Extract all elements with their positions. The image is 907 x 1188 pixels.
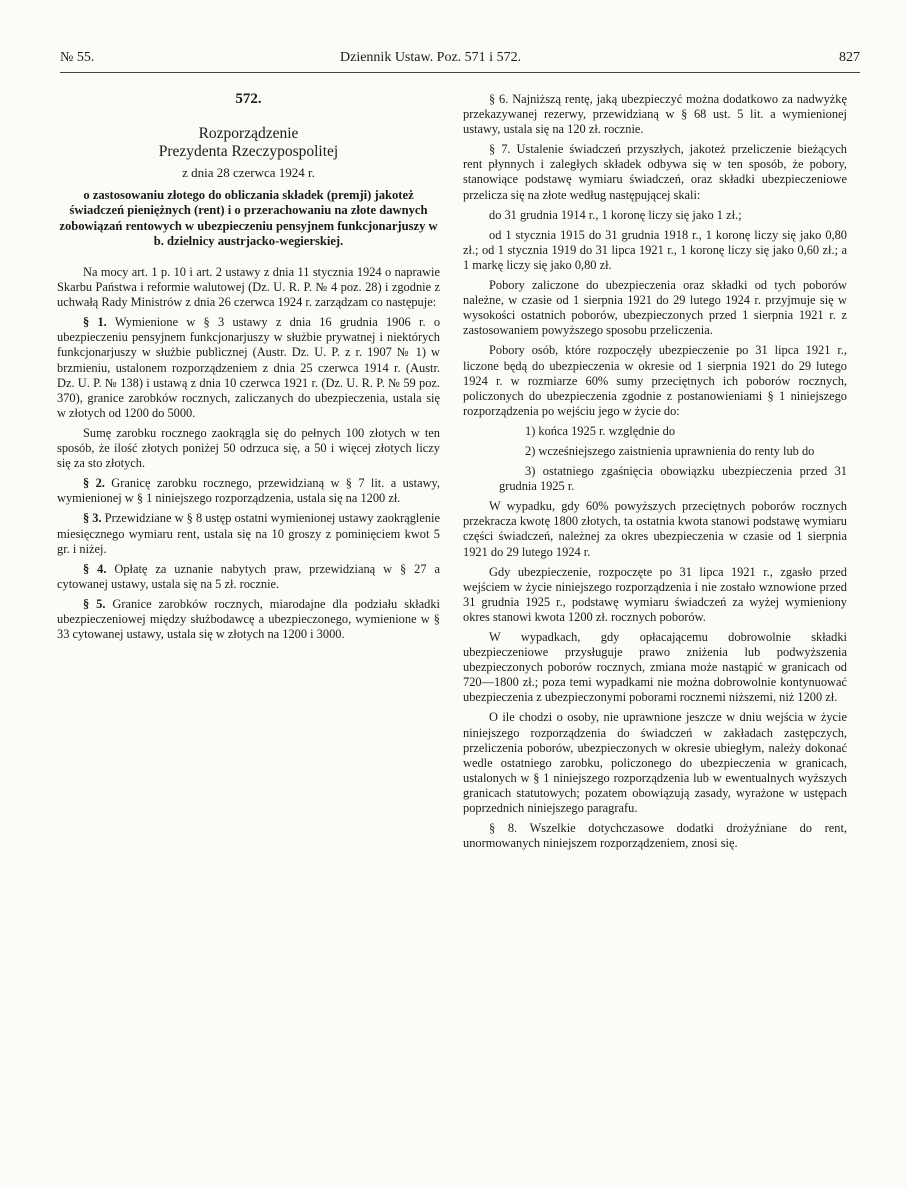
page-number: 827 <box>839 50 860 65</box>
act-title-line1: Rozporządzenie <box>198 125 299 143</box>
section-1 <box>57 315 440 421</box>
section-6-label: § 6. <box>489 92 509 106</box>
section-2-text: Granicę zarobku rocznego, przewidzianą w § 7 lit. a ustawy, wymienionej w § 1 niniejszego rozporządzenia, ustala się na 1200 zł. <box>57 476 440 506</box>
section-7-label: § 7. <box>489 142 511 157</box>
section-2 <box>57 476 440 506</box>
section-2-label: § 2. <box>83 476 105 491</box>
issue-number: № 55. <box>60 50 95 65</box>
section-7-paragraph-6: W wypadkach, gdy opłacającemu dobrowolnie składki ubezpieczeniowe przysługuje prawo zniżenia lub podwyższenia ubezpieczonych poborów rocznych, zmiana może nastąpić w granicach od 720—1800 zł.; poza temi wypadkami nie można dobrowolnie kontynuować ubezpieczenia z ubezpieczonymi poborami rocznemi niższemi, niż 1200 zł. <box>463 630 847 705</box>
section-5-text: Granice zarobków rocznych, miarodajne dla podziału składki ubezpieczeniowej między służbodawcę a ubezpieczonego, wymienione w § 33 cytowanej ustawy, ustala się w złotych na 1200 i 3000. <box>57 596 440 642</box>
section-7-paragraph-5: Gdy ubezpieczenie, rozpoczęte po 31 lipca 1921 r., zgasło przed wejściem w życie niniejszego rozporządzenia i nie zostało wznowione przed 31 grudnia 1925 r., podstawę wymiaru świadczeń za wyżej wymieniony okres stanowi kwota 1200 zł. rocznych poborów. <box>463 564 847 624</box>
section-1-label: § 1. <box>83 315 107 330</box>
section-8-text: Wszelkie dotychczasowe dodatki drożyźniane do rent, unormowanych niniejszem rozporządzeniem, znosi się. <box>463 821 848 851</box>
page-header <box>60 50 860 70</box>
section-5 <box>57 597 440 642</box>
section-3-label: § 3. <box>83 511 102 526</box>
section-6-text: Najniższą rentę, jaką ubezpieczyć można dodatkowo za nadwyżkę przekazywanej rezerwy, przewidzianą w § 68 ust. 5 lit. a wymienionej ustawy, ustala się na 120 zł. rocznie. <box>463 92 847 137</box>
section-1-paragraph-2: Sumę zarobku rocznego zaokrągla się do pełnych 100 złotych w ten sposób, że ilość złotych poniżej 50 odrzuca się, a 50 i więcej złotych liczy się za sto złotych. <box>57 425 440 471</box>
section-7-period-1: do 31 grudnia 1914 r., 1 koronę liczy się jako 1 zł.; <box>489 207 742 222</box>
preamble: Na mocy art. 1 p. 10 i art. 2 ustawy z dnia 11 stycznia 1924 o naprawie Skarbu Państwa i reformie walutowej (Dz. U. R. P. № 4 poz. 28) i zgodnie z uchwałą Rady Ministrów z dnia 26 czerwca 1924 r. zarządzam co następuje: <box>57 265 440 310</box>
right-column <box>463 92 847 856</box>
section-7-paragraph-3: Pobory osób, które rozpoczęły ubezpieczenie po 31 lipca 1921 r., liczone będą do ubezpieczenia w okresie od 1 sierpnia 1921 do 29 lutego 1924 r. w rozmiarze 60% sumy przeciętnych ich poborów rocznych, policzonych do ubezpieczenia zgodnie z postanowieniami § 1 niniejszego rozporządzenia po wejściu jego w życie do: <box>463 343 847 418</box>
section-6 <box>463 92 847 137</box>
act-date: z dnia 28 czerwca 1924 r. <box>182 165 315 181</box>
section-7-list-item-3: 3) ostatniego zgaśnięcia obowiązku ubezpieczenia przed 31 grudnia 1925 r. <box>499 464 847 494</box>
section-7-paragraph-7: O ile chodzi o osoby, nie uprawnione jeszcze w dniu wejścia w życie niniejszego rozporządzenia do świadczeń w zakładach zastępczych, przeliczenia poborów, ubezpieczonych w okresie ubiegłym, należy dokonać wedle ostatniego zarobku, policzonego do ubezpieczenia w granicach, ustalonych w § 1 niniejszego rozporządzenia lub w ewentualnych wyższych granicach statutowych; pozatem obowiązują zasady, wyrażone w ustępach poprzednich niniejszego paragrafu. <box>463 710 847 816</box>
section-3 <box>57 511 440 556</box>
act-number: 572. <box>235 91 262 107</box>
section-7 <box>463 142 847 202</box>
section-1-text: Wymienione w § 3 ustawy z dnia 16 grudnia 1906 r. o ubezpieczeniu pensyjnem funkcjonarjuszy w służbie prywatnej i niektórych funkcjonarjuszy w służbie publicznej (Austr. Dz. U. P. z r. 1907 № 1) w brzmieniu, ustalonem rozporządzeniem z dnia 25 czerwca 1914 r. (Austr. Dz. U. P. № 138) i ustawą z dnia 10 czerwca 1921 r. (Dz. U. R. P. № 59 poz. 370), granice zarobków rocznych, zaliczanych do ubezpieczenia, ustala się w złotych od 1200 do 5000. <box>57 315 441 420</box>
section-3-text: Przewidziane w § 8 ustęp ostatni wymienionej ustawy zaokrąglenie miesięcznego wymiaru rent, ustala się na 10 groszy z pominięciem kwot 5 gr. i niżej. <box>57 511 440 556</box>
act-subject: o zastosowaniu złotego do obliczania składek (premji) jakoteż świadczeń pieniężnych (rent) i o przerachowaniu na złote dawnych zobowiązań rentowych w ubezpieczeniu pensyjnem funkcjonarjuszy w b. dzielnicy austrjacko-wegierskiej. <box>59 188 438 248</box>
section-4 <box>57 562 440 592</box>
journal-reference: Dziennik Ustaw. Poz. 571 i 572. <box>340 50 522 65</box>
section-7-paragraph-2: Pobory zaliczone do ubezpieczenia oraz składki od tych poborów należne, w czasie od 1 sierpnia 1921 do 29 lutego 1924 r. przyjmuje się w wysokości ostatnich poborów, ubezpieczonych przed 1 sierpnia 1921 r. z zastosowaniem powyższego sposobu przeliczenia. <box>463 278 847 338</box>
left-column <box>57 92 440 647</box>
section-8 <box>463 821 847 851</box>
section-7-list-item-1: 1) końca 1925 r. względnie do <box>525 423 676 438</box>
act-title-line2: Prezydenta Rzeczypospolitej <box>158 143 339 161</box>
section-4-text: Opłatę za uznanie nabytych praw, przewidzianą w § 27 a cytowanej ustawy, ustala się na 5 zł. rocznie. <box>57 561 440 591</box>
section-7-period-2: od 1 stycznia 1915 do 31 grudnia 1918 r., 1 koronę liczy się jako 0,80 zł.; od 1 stycznia 1919 do 31 lipca 1921 r., 1 koronę liczy się jako 0,60 zł.; a 1 markę liczy się jako 0,80 zł. <box>463 227 847 272</box>
section-4-label: § 4. <box>83 561 107 576</box>
section-7-text: Ustalenie świadczeń przyszłych, jakoteż przeliczenie bieżących rent płynnych i zaległych składek odbywa się w ten sposób, że pobory, stanowiące podstawę wymiaru świadczeń, oraz składki ubezpieczeniowe przelicza się na złote według następującej skali: <box>463 142 847 202</box>
section-7-paragraph-4: W wypadku, gdy 60% powyższych przeciętnych poborów rocznych przekracza kwotę 1800 złotych, ta ostatnia kwota stanowi podstawę wymiaru części świadczeń, należnej za okres ubezpieczenia w czasie od 1 sierpnia 1921 do 29 lutego 1924 r. <box>463 499 847 559</box>
section-7-list-item-2: 2) wcześniejszego zaistnienia uprawnienia do renty lub do <box>525 443 815 458</box>
section-8-label: § 8. <box>489 821 518 836</box>
header-rule <box>60 72 860 73</box>
section-5-label: § 5. <box>83 596 106 611</box>
